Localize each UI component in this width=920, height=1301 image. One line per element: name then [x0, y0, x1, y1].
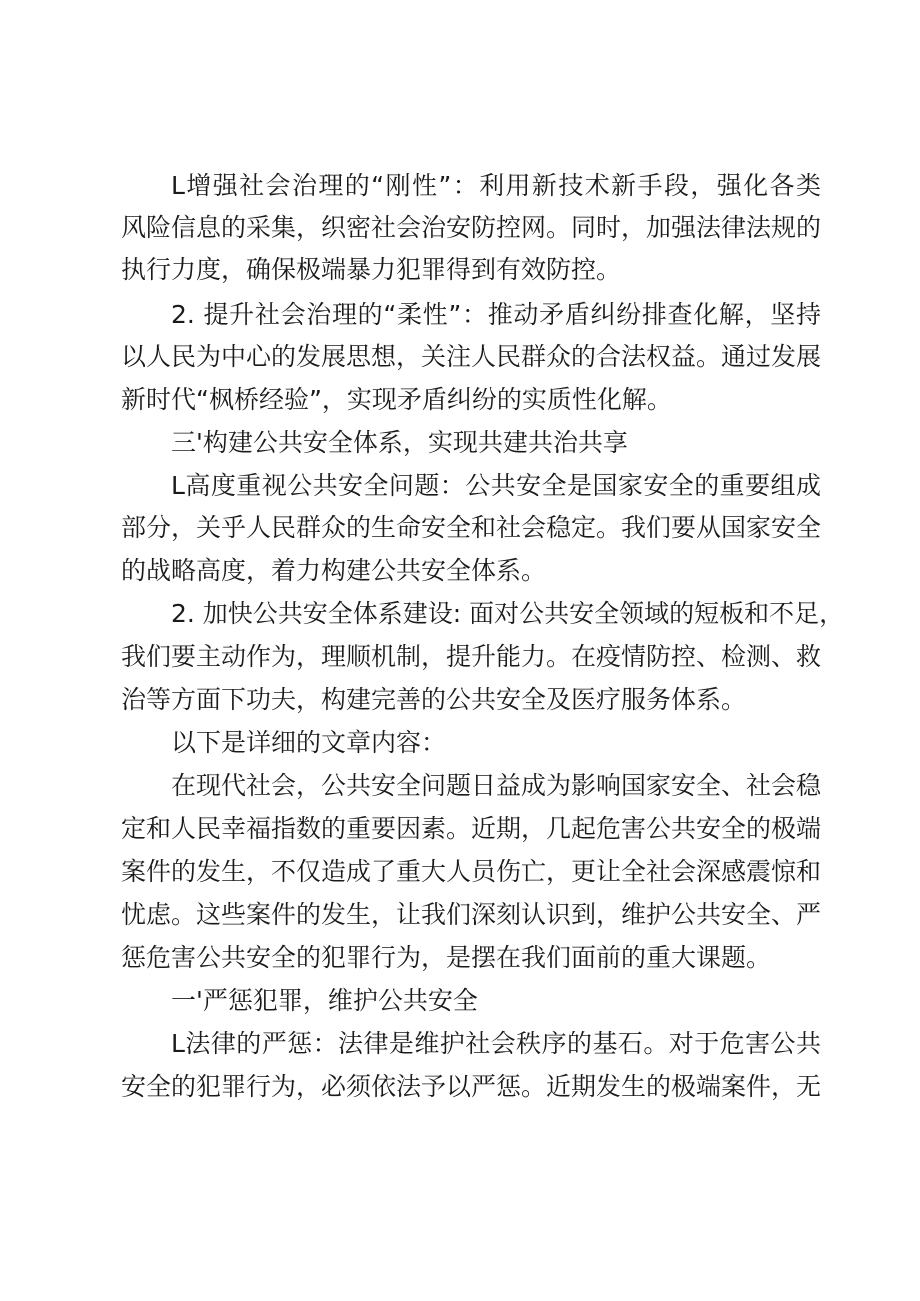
paragraph-line: 安全的犯罪行为，必须依法予以严惩。近期发生的极端案件，无 — [121, 1072, 822, 1101]
section-heading: 一'严惩犯罪，维护公共安全 — [171, 986, 478, 1015]
paragraph-line: 的战略高度，着力构建公共安全体系。 — [121, 556, 547, 585]
paragraph-line: 在现代社会，公共安全问题日益成为影响国家安全、社会稳 — [171, 771, 822, 800]
paragraph-line: 风险信息的采集，织密社会治安防控网。同时，加强法律法规的 — [121, 213, 822, 242]
paragraph-line: 我们要主动作为，理顺机制，提升能力。在疫情防控、检测、救 — [121, 642, 822, 671]
paragraph-line: L增强社会治理的“刚性”：利用新技术新手段，强化各类 — [171, 171, 821, 200]
paragraph-line: 案件的发生，不仅造成了重大人员伤亡，更让全社会深感震惊和 — [121, 857, 822, 886]
paragraph-line: 执行力度，确保极端暴力犯罪得到有效防控。 — [121, 255, 622, 284]
paragraph-line: 以下是详细的文章内容： — [171, 728, 447, 757]
paragraph-line: 忧虑。这些案件的发生，让我们深刻认识到，维护公共安全、严 — [121, 900, 822, 929]
paragraph-line: 部分，关乎人民群众的生命安全和社会稳定。我们要从国家安全 — [121, 513, 822, 542]
paragraph-line: L高度重视公共安全问题：公共安全是国家安全的重要组成 — [171, 471, 821, 500]
paragraph-line: 惩危害公共安全的犯罪行为，是摆在我们面前的重大课题。 — [121, 943, 772, 972]
paragraph-line: 新时代“枫桥经验”，实现矛盾纠纷的实质性化解。 — [121, 385, 672, 414]
paragraph-line: 2. 加快公共安全体系建设: 面对公共安全领域的短板和不足， — [171, 599, 845, 628]
paragraph-line: 定和人民幸福指数的重要因素。近期，几起危害公共安全的极端 — [121, 814, 822, 843]
paragraph-line: 以人民为中心的发展思想，关注人民群众的合法权益。通过发展 — [121, 342, 822, 371]
paragraph-line: 治等方面下功夫，构建完善的公共安全及医疗服务体系。 — [121, 685, 747, 714]
paragraph-line: L法律的严惩：法律是维护社会秩序的基石。对于危害公共 — [171, 1029, 821, 1058]
paragraph-line: 2. 提升社会治理的“柔性”：推动矛盾纠纷排查化解，坚持 — [171, 300, 821, 329]
section-heading: 三'构建公共安全体系，实现共建共治共享 — [171, 428, 628, 457]
